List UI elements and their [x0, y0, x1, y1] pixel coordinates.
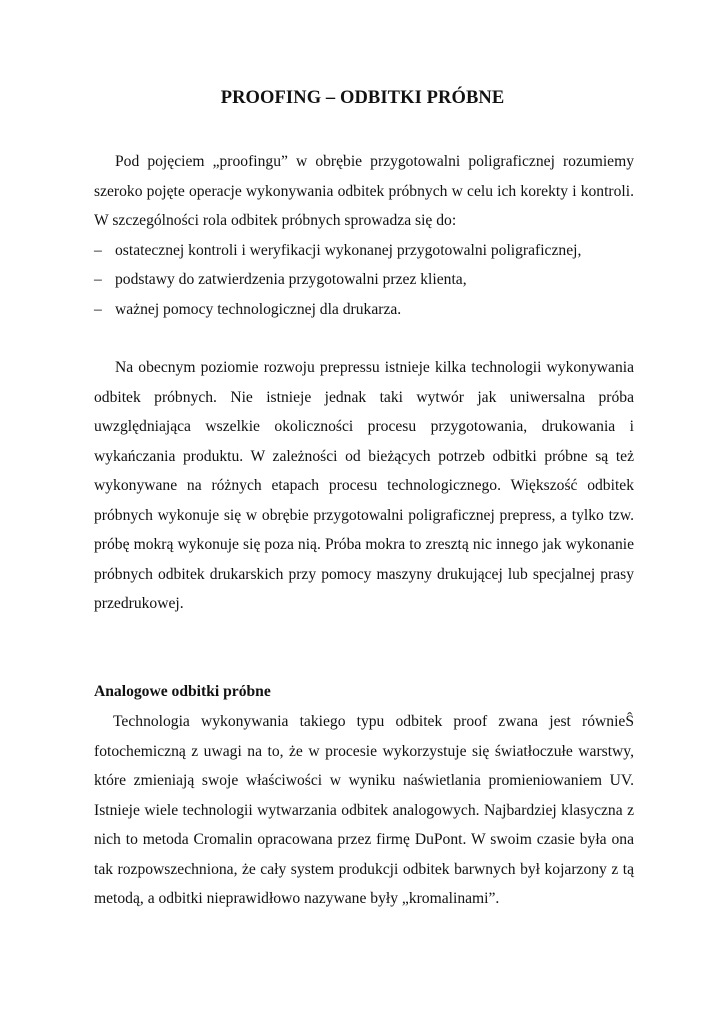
dash-bullet: –: [94, 300, 102, 318]
list-item-text: ostatecznej kontroli i weryfikacji wykonanej przygotowalni poligraficznej,: [115, 241, 582, 259]
list-item-text: ważnej pomocy technologicznej dla drukarza.: [115, 300, 402, 318]
section-heading: Analogowe odbitki próbne: [94, 683, 271, 700]
dash-bullet: –: [94, 271, 102, 288]
second-paragraph: Na obecnym poziomie rozwoju prepressu istnieje kilka technologii wykonywania odbitek próbnych. Nie istnieje jednak taki wytwór jak uniwersalna próba uwzględniająca wszelkie okoliczności procesu przygotowania, drukowania i wykańczania produktu. W zależności od bieżących potrzeb odbitki próbne są też wykonywane na różnych etapach procesu technologicznego. Większość odbitek próbnych wykonuje się w obrębie przygotowalni poligraficznej prepress, a tylko tzw. próbę mokrą wykonuje się poza nią. Próba mokra to zresztą nic innego jak wykonanie próbnych odbitek drukarskich przy pomocy maszyny drukującej lub specjalnej prasy przedrukowej.: [94, 359, 634, 612]
analog-section: [94, 707, 634, 914]
second-section: [94, 353, 634, 619]
list-item-text: podstawy do zatwierdzenia przygotowalni przez klienta,: [115, 271, 467, 288]
intro-section: [94, 147, 634, 324]
list-item: [94, 236, 634, 266]
list-item: [94, 295, 634, 325]
role-list: [94, 236, 634, 325]
list-item: [94, 265, 634, 295]
document-title: PROOFING – ODBITKI PRÓBNE: [220, 88, 505, 108]
section-paragraph: Technologia wykonywania takiego typu odbitek proof zwana jest równieŜ fotochemiczną z uwagi na to, że w procesie wykorzystuje się światłoczułe warstwy, które zmieniają swoje właściwości w wyniku naświetlania promieniowaniem UV. Istnieje wiele technologii wytwarzania odbitek analogowych. Najbardziej klasyczna z nich to metoda Cromalin opracowana przez firmę DuPont. W swoim czasie była ona tak rozpowszechniona, że cały system produkcji odbitek barwnych był kojarzony z tą metodą, a odbitki nieprawidłowo nazywane były „kromalinami”.: [94, 713, 634, 907]
dash-bullet: –: [94, 241, 102, 259]
intro-paragraph: Pod pojęciem „proofingu” w obrębie przygotowalni poligraficznej rozumiemy szeroko pojęte operacje wykonywania odbitek próbnych w celu ich korekty i kontroli. W szczególności rola odbitek próbnych sprowadza się do:: [94, 153, 634, 229]
